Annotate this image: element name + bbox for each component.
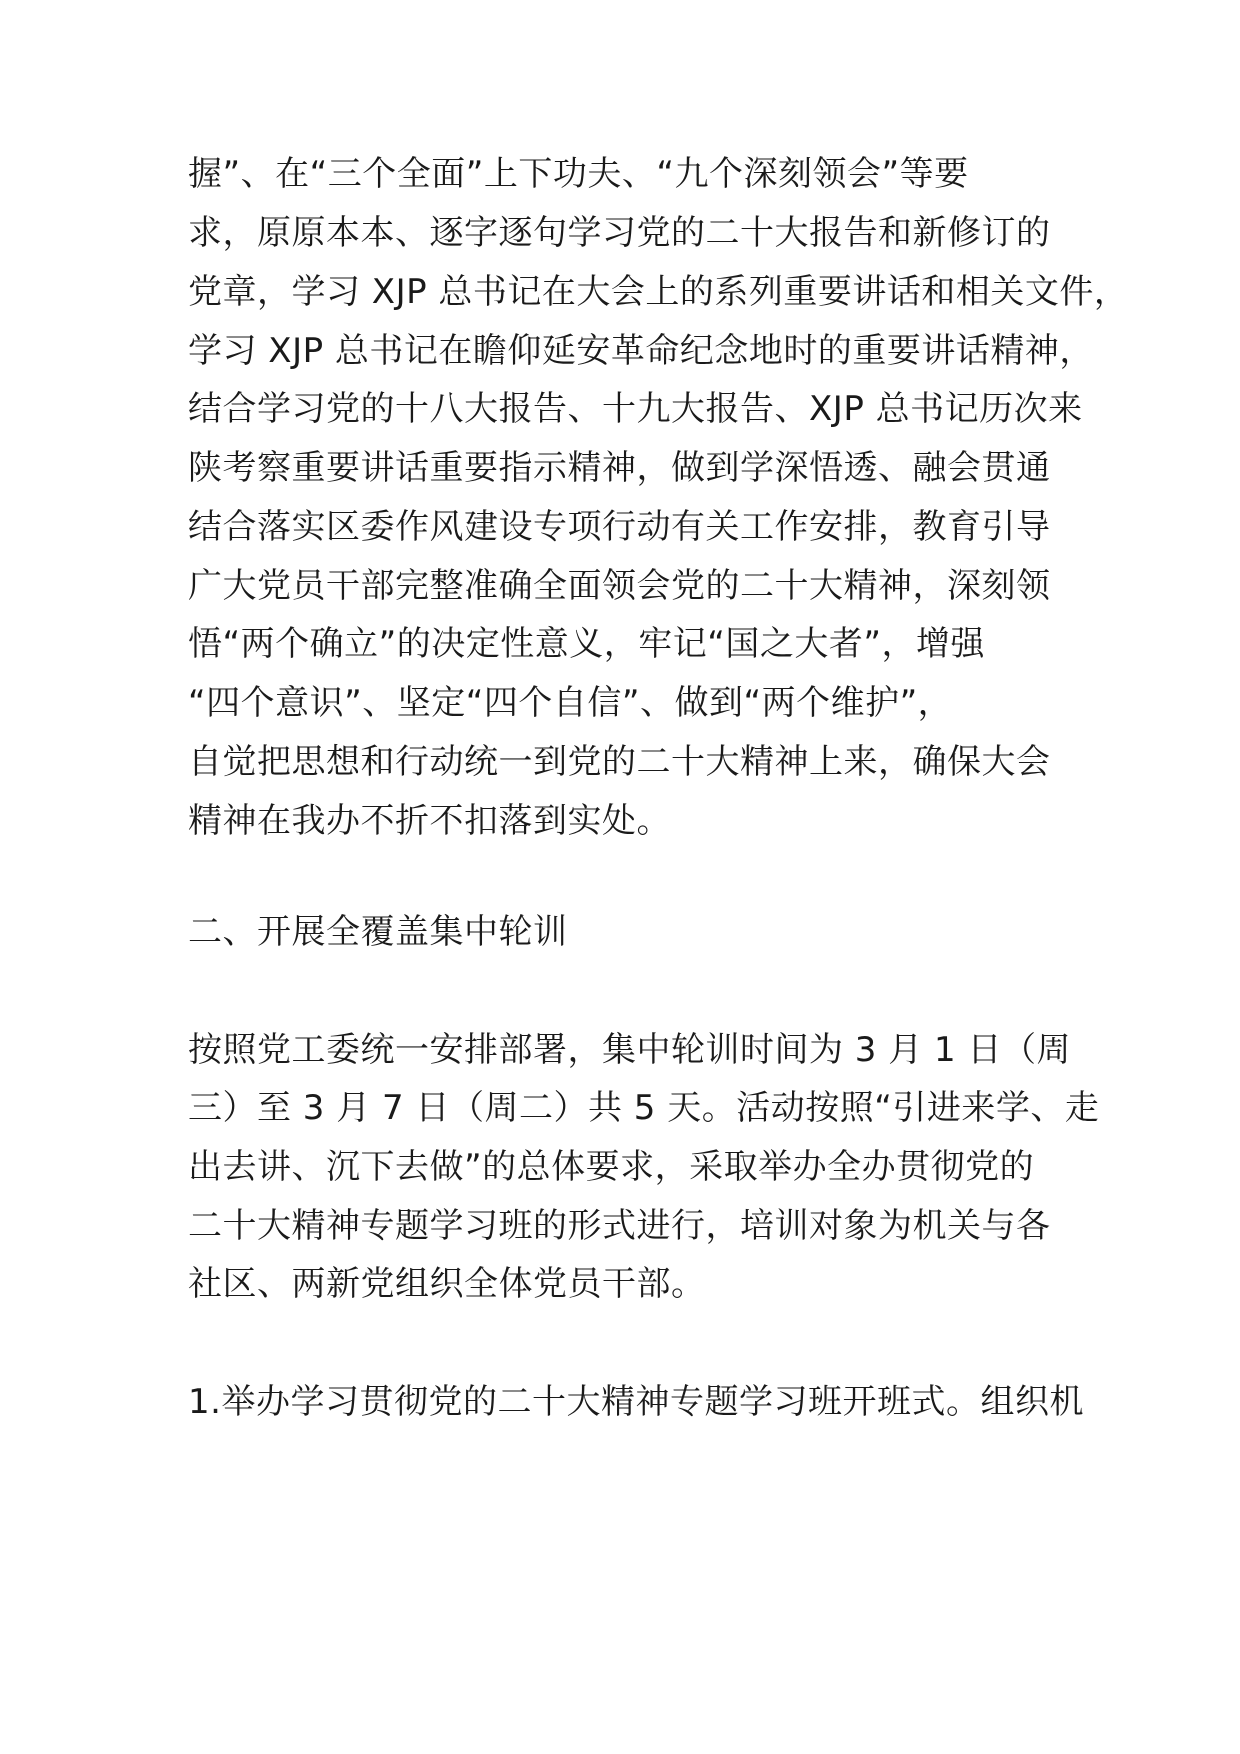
section-heading: 二、开展全覆盖集中轮训: [188, 912, 568, 952]
paragraph2-line-2: 三）至 3 月 7 日（周二）共 5 天。活动按照“引进来学、走: [188, 1088, 1100, 1128]
paragraph1-line-10: “四个意识”、坚定“四个自信”、做到“两个维护”，: [188, 683, 953, 723]
paragraph1-line-2: 求，原原本本、逐字逐句学习党的二十大报告和新修订的: [188, 213, 1051, 253]
paragraph1-line-3: 党章，学习 XJP 总书记在大会上的系列重要讲话和相关文件，: [188, 272, 1129, 312]
paragraph1-line-8: 广大党员干部完整准确全面领会党的二十大精神，深刻领: [188, 566, 1051, 606]
paragraph1-line-12: 精神在我办不折不扣落到实处。: [188, 801, 671, 841]
paragraph2-line-5: 社区、两新党组织全体党员干部。: [188, 1264, 706, 1304]
paragraph1-line-11: 自觉把思想和行动统一到党的二十大精神上来，确保大会: [188, 742, 1051, 782]
paragraph1-line-4: 学习 XJP 总书记在瞻仰延安革命纪念地时的重要讲话精神，: [188, 331, 1094, 371]
paragraph2-line-3: 出去讲、沉下去做”的总体要求，采取举办全办贯彻党的: [188, 1147, 1035, 1187]
paragraph1-line-6: 陕考察重要讲话重要指示精神，做到学深悟透、融会贯通: [188, 448, 1051, 488]
paragraph1-line-5: 结合学习党的十八大报告、十九大报告、XJP 总书记历次来: [188, 389, 1083, 429]
paragraph1-line-9: 悟“两个确立”的决定性意义，牢记“国之大者”，增强: [188, 624, 985, 664]
list-item-1: 1.举办学习贯彻党的二十大精神专题学习班开班式。组织机: [188, 1382, 1084, 1422]
paragraph1-line-1: 握”、在“三个全面”上下功夫、“九个深刻领会”等要: [188, 154, 969, 194]
paragraph2-line-1: 按照党工委统一安排部署，集中轮训时间为 3 月 1 日（周: [188, 1030, 1071, 1070]
paragraph2-line-4: 二十大精神专题学习班的形式进行，培训对象为机关与各: [188, 1206, 1051, 1246]
paragraph1-line-7: 结合落实区委作风建设专项行动有关工作安排，教育引导: [188, 507, 1051, 547]
